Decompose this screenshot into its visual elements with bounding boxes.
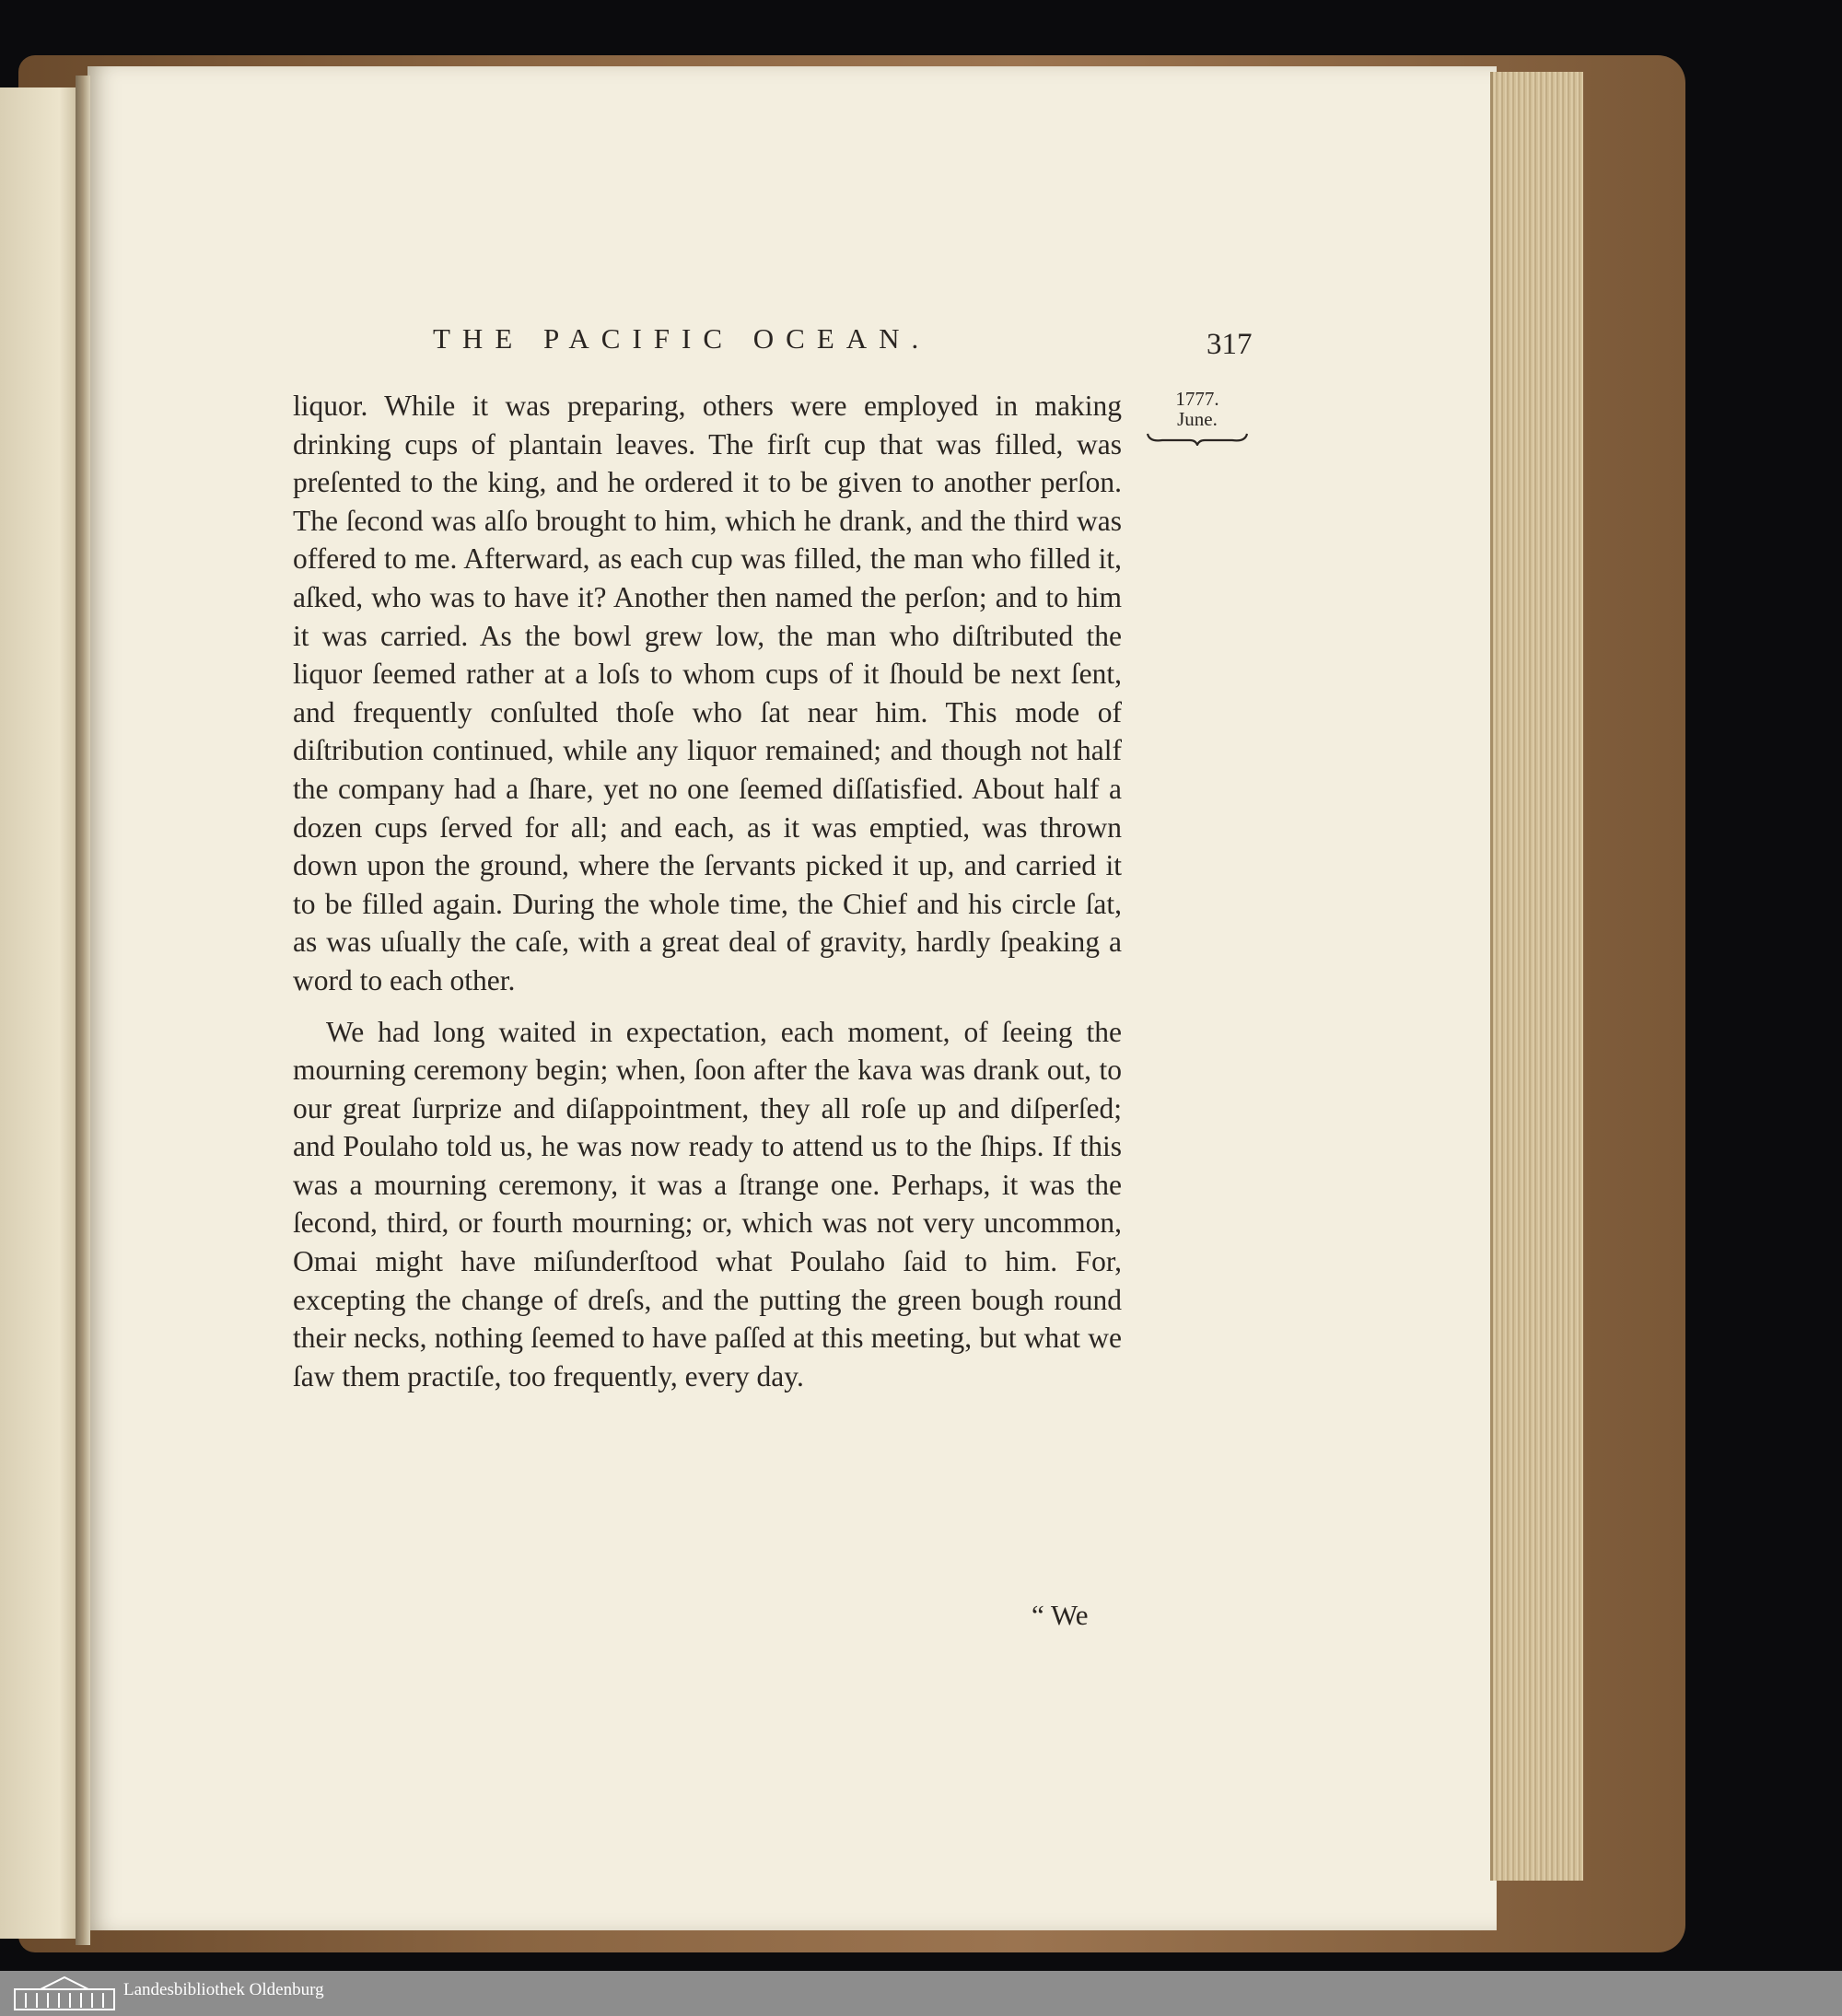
catchword: “ We (1032, 1599, 1089, 1631)
page-number: 317 (1207, 328, 1253, 361)
left-page-edge (0, 87, 85, 1939)
running-head: THE PACIFIC OCEAN. (433, 322, 931, 355)
paragraph: We had long waited in expectation, each moment, of ſeeing the mourning ceremony begin; when, ſoon after the kava was drank out, to our great ſurprize and diſappointment, they all roſe up and diſperſed; and Poulaho told us, he was now ready to attend us to the ſhips. If this was a mourning ceremony, it was a ſtrange one. Perhaps, it was the ſecond, third, or fourth mourning; or, which was not very uncommon, Omai might have miſunderſtood what Poulaho ſaid to him. For, excepting the change of dreſs, and the putting the green bough round their necks, nothing ſeemed to have paſſed at this meeting, but what we ſaw them practiſe, too frequently, every day. (293, 1015, 1122, 1393)
margin-year: 1777. (1175, 388, 1219, 410)
library-building-icon (13, 1975, 116, 2011)
margin-month: June. (1177, 408, 1218, 430)
gutter (76, 76, 90, 1945)
footer-bar (0, 1971, 1842, 2016)
paragraph: liquor. While it was preparing, others were employed in making drinking cups of plantain leaves. The firſt cup that was filled, was preſented to the king, and he ordered it to be given to another perſon. The ſecond was alſo brought to him, which he drank, and the third was offered to me. Afterward, as each cup was filled, the man who filled it, aſked, who was to have it? Another then named the perſon; and to him it was carried. As the bowl grew low, the man who diſtributed the liquor ſeemed rather at a loſs to whom cups of it ſhould be next ſent, and frequently conſulted thoſe who ſat near him. This mode of diſtribution continued, while any liquor remained; and though not half the company had a ſhare, yet no one ſeemed diſſatisfied. About half a dozen cups ſerved for all; and each, as it was emptied, was thrown down upon the ground, where the ſervants picked it up, and carried it to be filled again. During the whole time, the Chief and his circle ſat, as was uſually the caſe, with a great deal of gravity, hardly ſpeaking a word to each other. (293, 390, 1122, 996)
page-block-edges (1490, 72, 1583, 1881)
brace-icon (1146, 431, 1249, 446)
body-text (293, 387, 1122, 1395)
margin-note (1142, 389, 1253, 446)
footer-institution: Landesbibliothek Oldenburg (123, 1980, 324, 1999)
